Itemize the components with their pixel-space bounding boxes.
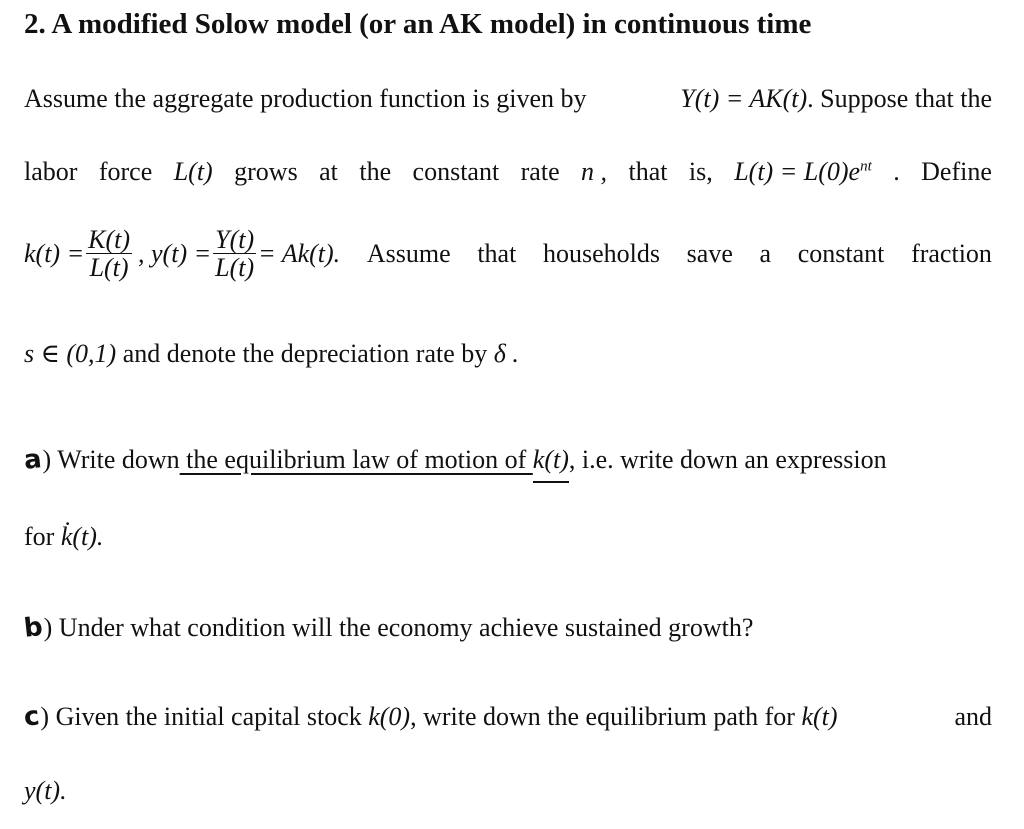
k-fraction [86,226,132,282]
problem-title: 2. A modified Solow model (or an AK model) in continuous time [24,8,812,40]
question-c-text: Given the initial capital stock [49,702,369,731]
question-b [24,613,992,643]
word: rate [520,157,560,186]
k-definition: k(t) = [24,238,85,268]
word: households [542,238,660,268]
depreciation-symbol: δ . [493,339,519,368]
y-definition: , y(t) = [138,238,212,268]
intro-line-4 [24,339,992,369]
intro-text: Assume the aggregate production function is given by [24,84,587,113]
production-function: Y(t) = AK(t) [680,84,808,113]
question-a-line-2 [24,522,992,552]
question-a [24,445,992,483]
word: . [893,157,900,186]
underlined-text: the equilibrium law of motion of [179,445,533,474]
word: labor [24,157,78,186]
word: force [98,157,153,186]
intro-line-1 [24,84,992,114]
word: fraction [911,238,992,268]
exponent: nt [860,158,872,175]
k-numerator: K(t) [88,225,131,254]
labor-symbol: L(t) [173,157,213,186]
intro-text-4: and denote the depreciation rate by [116,339,494,368]
labor-equation: L(t) = L(0)e [734,157,861,186]
saving-rate: s ∈ (0,1) [24,339,117,368]
paren: ) [43,613,53,642]
question-c [24,702,992,732]
intro-tail: . Suppose that the [807,84,992,113]
definitions [24,226,340,282]
y-path-symbol: y(t). [24,776,67,805]
word: a [759,238,772,268]
k-symbol-underlined: k(t) [533,445,569,483]
word: grows [234,157,298,186]
word: that [477,238,517,268]
word: that [628,157,668,186]
question-c-line-2 [24,776,992,806]
question-a-text-2: , i.e. write down an expression [568,445,887,474]
y-denominator: L(t) [215,253,255,283]
rate-symbol: n , [581,157,608,186]
kt-symbol: k(t) [801,702,838,731]
ak-equation: = Ak(t). [258,238,341,268]
k-denominator: L(t) [89,253,129,283]
handwritten-marker-a: a [22,444,44,476]
word: Assume [366,238,451,268]
question-c-text-2: , write down the equilibrium path for [410,702,802,731]
y-fraction [213,226,256,282]
word: is, [688,157,713,186]
y-numerator: Y(t) [215,225,255,254]
paren: ) [40,702,50,731]
handwritten-marker-c: c [22,701,41,733]
word: at [319,157,338,186]
question-a-for: for [24,522,61,551]
word: Define [921,157,992,186]
word: constant [797,238,885,268]
intro-line-3 [24,226,992,282]
question-a-text: Write down [51,445,180,474]
question-b-text: Under what condition will the economy achieve sustained growth? [52,613,754,642]
question-c-and: and [954,702,992,731]
word: the [359,157,392,186]
word: constant [412,157,500,186]
word: save [686,238,733,268]
k0-symbol: k(0) [368,702,411,731]
intro-line-2 [24,157,992,187]
paren: ) [42,445,52,474]
k-dot: k̇(t). [60,522,104,551]
handwritten-marker-b: b [22,612,45,644]
